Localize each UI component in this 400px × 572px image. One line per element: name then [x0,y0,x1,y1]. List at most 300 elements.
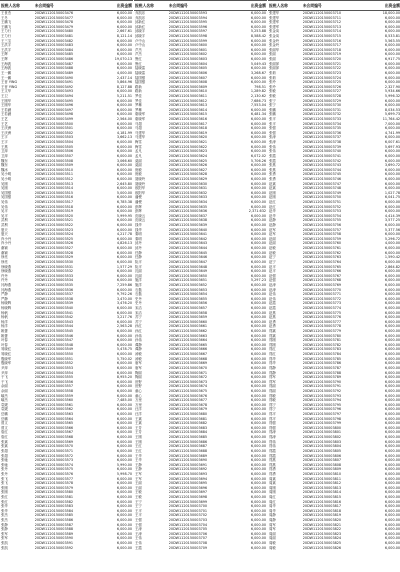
cell-name: 万里 [135,398,142,403]
cell-name: 赵霞 [269,301,276,306]
cell-name: 王力行 [1,29,12,34]
cell-contract-no: 20DW1120150003739 [302,144,342,149]
cell-amount: 6,000.00 [384,209,400,214]
cell-name: 严静 [1,296,8,301]
cell-name: 郑强 [269,421,276,426]
cell-name: 陶丽 [135,375,142,380]
cell-amount: 6,000.00 [116,365,133,370]
cell-amount: 6,000.00 [116,236,133,241]
cell-name: 赵宁 [269,255,276,260]
cell-amount: 6,000.00 [116,388,133,393]
cell-name: 罗琳 [135,107,142,112]
cell-amount: 6,000.00 [384,310,400,315]
cell-contract-no: 20DW1120150003611 [168,93,208,98]
cell-contract-no: 20DW1120150003781 [302,338,342,343]
cell-name: 赵霞 [269,306,276,310]
cell-name: 杨帆 [1,315,8,320]
cell-name: 赵涛 [269,282,276,287]
cell-contract-no: 20DW1120150003575 [34,467,74,472]
cell-amount: 6,000.00 [116,163,133,168]
cell-amount: 6,000.00 [116,172,133,177]
cell-amount: 6,000.00 [384,393,400,398]
cell-contract-no: 20DW1120150003721 [302,61,342,66]
cell-amount: 6,000.00 [384,223,400,228]
cell-name: 赵敏 [269,250,276,255]
cell-name: 赵平 [269,264,276,269]
cell-contract-no: 20DW1120150003560 [34,398,74,403]
table-header [268,0,400,11]
cell-amount: 6,000.00 [116,209,133,214]
cell-contract-no: 20DW1120150003822 [302,527,342,532]
cell-contract-no: 20DW1120150003679 [168,407,208,412]
cell-amount: 6,000.00 [384,24,400,29]
cell-name: 吴刚 [1,181,8,186]
cell-name: 周丽 [269,531,276,536]
cell-name: 王海波 [1,66,12,71]
cell-amount: 6,000.00 [116,204,133,209]
cell-name: 张强 [269,126,276,131]
cell-contract-no: 20DW1120150003571 [34,448,74,453]
cell-contract-no: 20DW1120150003613 [168,103,208,108]
cell-contract-no: 20DW1120150003695 [168,481,208,486]
cell-amount: 6,000.00 [250,425,267,430]
cell-amount: 5,000.00 [116,190,133,195]
cell-name: 王冬 [1,15,8,20]
cell-amount: 6,000.00 [250,66,267,71]
cell-amount: 6,000.00 [384,199,400,204]
cell-amount: 6,000.00 [384,384,400,389]
cell-name: 郑丽 [269,388,276,393]
cell-amount: 3,476.20 [116,301,133,306]
cell-name: 张军 [1,536,8,541]
cell-contract-no: 20DW1120150003563 [34,412,74,417]
cell-amount: 6,000.00 [250,296,267,301]
cell-name: 魏东 [1,163,8,168]
cell-name: 张鹏 [269,107,276,112]
cell-amount: 6,000.00 [116,66,133,71]
cell-amount: 6,000.00 [116,287,133,292]
cell-amount: 4,000.00 [116,70,133,75]
cell-name: 余丽 [1,388,8,393]
cell-name: 吴伟 [1,204,8,209]
cell-contract-no: 20DW1120150003566 [34,425,74,430]
cell-name: 王军 [135,471,142,476]
cell-contract-no: 20DW1120150003591 [34,541,74,546]
cell-amount: 6,000.00 [116,504,133,509]
cell-amount: 2,563.28 [116,324,133,329]
cell-amount: 6,000.00 [250,213,267,218]
cell-name: 谭静 [135,347,142,352]
cell-name: 赵涛 [269,287,276,292]
cell-contract-no: 20DW1120150003640 [168,227,208,232]
cell-name: 詹红 [1,435,8,440]
cell-name: 郑红 [269,347,276,352]
cell-name: 彭辉 [135,209,142,214]
cell-amount: 6,000.00 [116,393,133,398]
cell-contract-no: 20DW1120150003688 [168,448,208,453]
cell-name: 唐军 [135,361,142,366]
cell-amount: 6,000.00 [384,329,400,334]
cell-name: 赵平 [269,269,276,274]
cell-amount: 3,690.72 [384,163,400,168]
cell-name: 罗佳 [135,93,142,98]
cell-name: 魏东 [1,158,8,163]
cell-name: 郑伟 [269,439,276,444]
cell-contract-no: 20DW1120150003807 [302,458,342,463]
cell-name: 王敏 [135,494,142,499]
cell-contract-no: 20DW1120150003694 [168,476,208,481]
cell-name: 王鹏飞 [1,24,12,29]
cell-amount: 6,000.00 [250,439,267,444]
cell-name: 王芳 [135,425,142,430]
cell-name: 王平 [135,513,142,518]
cell-name: 郑敏 [269,398,276,403]
cell-contract-no: 20DW1120150003521 [34,218,74,223]
cell-contract-no: 20DW1120150003661 [168,324,208,329]
cell-name: 王卫 [1,93,8,98]
cell-name: 孙红 [135,324,142,329]
cell-amount: 6,000.00 [384,522,400,527]
cell-amount: 6,000.00 [250,384,267,389]
cell-amount: 6,000.00 [384,246,400,251]
cell-name: 郑涛 [269,430,276,435]
cell-name: 周华 [269,508,276,513]
cell-amount: 6,000.00 [116,218,133,223]
cell-contract-no: 20DW1120150003823 [302,531,342,536]
cell-contract-no: 20DW1120150003792 [302,388,342,393]
cell-amount: 6,000.00 [250,356,267,361]
cell-contract-no: 20DW1120150003673 [168,379,208,384]
cell-amount: 6,000.00 [116,476,133,481]
cell-contract-no: 20DW1120150003610 [168,89,208,94]
cell-contract-no: 20DW1120150003633 [168,195,208,200]
cell-contract-no: 20DW1120150003748 [302,186,342,191]
cell-amount: 6,000.00 [384,379,400,384]
cell-amount: 6,000.00 [250,453,267,458]
cell-contract-no: 20DW1120150003713 [302,24,342,29]
cell-contract-no: 20DW1120150003710 [302,11,342,15]
cell-name: 鲁红 [135,57,142,62]
cell-name: 沈丽 [135,273,142,278]
cell-contract-no: 20DW1120150003623 [168,149,208,154]
cell-amount: 6,000.00 [250,167,267,172]
cell-amount: 8,955.20 [116,375,133,380]
cell-amount: 6,000.00 [384,338,400,343]
cell-contract-no: 20DW1120150003805 [302,448,342,453]
cell-contract-no: 20DW1120150003756 [302,223,342,228]
cell-contract-no: 20DW1120150003708 [168,541,208,546]
cell-contract-no: 20DW1120150003819 [302,513,342,518]
cell-name: 喻杰 [1,398,8,403]
cell-name: 赵刚 [269,195,276,200]
cell-amount: 7,686.73 [250,98,267,103]
cell-contract-no: 20DW1120150003517 [34,199,74,204]
cell-name: 王洪宇 [1,47,12,52]
cell-amount: 6,000.00 [250,319,267,324]
cell-amount: 6,000.00 [384,103,400,108]
cell-contract-no: 20DW1120150003636 [168,209,208,214]
cell-contract-no: 20DW1120150003604 [168,61,208,66]
header-name: 报税人名称 [1,3,20,8]
cell-amount: 6,000.00 [250,412,267,417]
cell-name: 王刚华 [1,98,12,103]
cell-contract-no: 20DW1120150003631 [168,186,208,191]
cell-name: 潘俊 [135,195,142,200]
cell-contract-no: 20DW1120150003523 [34,227,74,232]
cell-name: 王一鹏 [1,70,12,75]
cell-name: 张宁 [269,98,276,103]
cell-contract-no: 20DW1120150003642 [168,236,208,241]
cell-amount: 6,000.00 [384,416,400,421]
table-panel-1 [0,0,133,570]
cell-contract-no: 20DW1120150003681 [168,416,208,421]
cell-amount: 6,000.00 [384,541,400,546]
cell-name: 郑斌 [269,329,276,334]
cell-amount: 6,000.00 [116,186,133,191]
cell-name: 魏冰 [1,167,8,172]
cell-amount: 6,000.00 [250,485,267,490]
cell-contract-no: 20DW1120150003672 [168,375,208,380]
cell-amount: 6,000.00 [250,163,267,168]
cell-contract-no: 20DW1120150003586 [34,518,74,523]
cell-amount: 5,990.00 [116,462,133,467]
cell-contract-no: 20DW1120150003524 [34,232,74,237]
cell-amount: 6,000.00 [384,47,400,52]
cell-contract-no: 20DW1120150003751 [302,199,342,204]
cell-amount: 6,000.00 [250,527,267,532]
cell-name: 田野 [135,379,142,384]
cell-contract-no: 20DW1120150003737 [302,135,342,140]
cell-contract-no: 20DW1120150003558 [34,388,74,393]
cell-contract-no: 20DW1120150003498 [34,112,74,117]
cell-name: 马超 [135,121,142,126]
cell-contract-no: 20DW1120150003614 [168,107,208,112]
cell-contract-no: 20DW1120150003709 [168,545,208,550]
cell-name: 王静 [135,462,142,467]
cell-name: 任静 [135,255,142,260]
cell-amount: 6,000.00 [250,176,267,181]
cell-contract-no: 20DW1120150003768 [302,278,342,283]
cell-name: 周刚 [269,485,276,490]
cell-amount: 6,000.00 [116,412,133,417]
cell-amount: 6,000.00 [384,425,400,430]
cell-contract-no: 20DW1120150003817 [302,504,342,509]
cell-name: 易晓红 [1,352,12,357]
cell-contract-no: 20DW1120150003593 [168,11,208,15]
cell-name: 汤敏 [135,356,142,361]
cell-contract-no: 20DW1120150003497 [34,107,74,112]
cell-contract-no: 20DW1120150003561 [34,402,74,407]
cell-name: 郑军 [269,379,276,384]
cell-amount: 6,000.00 [384,186,400,191]
cell-amount: 6,000.00 [250,518,267,523]
cell-amount: 6,000.00 [116,402,133,407]
cell-amount: 6,000.00 [116,448,133,453]
cell-name: 赵红 [269,199,276,204]
cell-amount: 6,000.00 [116,444,133,449]
cell-contract-no: 20DW1120150003597 [168,29,208,34]
cell-amount: 4,000.00 [384,241,400,246]
cell-amount: 6,000.00 [116,490,133,495]
cell-name: 张驰 [1,458,8,463]
cell-contract-no: 20DW1120150003818 [302,508,342,513]
cell-amount: 6,000.00 [250,246,267,251]
cell-amount: 6,000.00 [116,24,133,29]
cell-amount: 5,211.51 [116,93,133,98]
cell-contract-no: 20DW1120150003796 [302,407,342,412]
cell-amount: 7,553.04 [250,103,267,108]
cell-amount: 6,000.00 [250,199,267,204]
cell-amount: 6,000.00 [384,296,400,301]
cell-contract-no: 20DW1120150003804 [302,444,342,449]
cell-name: 王红 [135,448,142,453]
cell-amount: 6,000.00 [250,342,267,347]
cell-contract-no: 20DW1120150003676 [168,393,208,398]
cell-amount: 8,533.81 [384,34,400,39]
cell-contract-no: 20DW1120150003699 [168,499,208,504]
cell-contract-no: 20DW1120150003632 [168,190,208,195]
cell-amount: 6,000.00 [116,430,133,435]
cell-amount: 6,000.00 [384,527,400,532]
cell-name: 张静 [1,522,8,527]
cell-contract-no: 20DW1120150003538 [34,296,74,301]
cell-contract-no: 20DW1120150003816 [302,499,342,504]
cell-amount: 7,485.00 [116,398,133,403]
table-header [0,0,133,11]
cell-amount: 6,000.00 [250,435,267,440]
cell-name: 施洋 [135,278,142,283]
cell-name: 芦杰 [135,47,142,52]
cell-contract-no: 20DW1120150003532 [34,269,74,274]
cell-contract-no: 20DW1120150003612 [168,98,208,103]
cell-contract-no: 20DW1120150003725 [302,80,342,85]
cell-name: 詹红 [1,430,8,435]
cell-name: 吴小明 [1,176,12,181]
cell-contract-no: 20DW1120150003547 [34,338,74,343]
cell-contract-no: 20DW1120150003826 [302,545,342,550]
cell-name: 张玲 [269,84,276,89]
cell-amount: 6,000.00 [250,130,267,135]
cell-name: 郑华 [269,356,276,361]
cell-amount: 6,000.00 [250,508,267,513]
cell-contract-no: 20DW1120150003549 [34,347,74,352]
cell-name: 赵静 [269,218,276,223]
cell-amount: 6,000.00 [116,167,133,172]
cell-name: 王涛 [135,531,142,536]
cell-contract-no: 20DW1120150003714 [302,29,342,34]
cell-amount: 6,000.00 [384,462,400,467]
cell-contract-no: 20DW1120150003606 [168,70,208,75]
cell-name: 王鹏飞 [1,20,12,25]
cell-contract-no: 20DW1120150003755 [302,218,342,223]
cell-amount: 4,826.13 [116,241,133,246]
cell-contract-no: 20DW1120150003656 [168,301,208,306]
cell-amount: 6,000.00 [250,476,267,481]
cell-name: 吴小明 [1,172,12,177]
cell-name: 张伟 [269,144,276,149]
cell-name: 张军 [1,531,8,536]
cell-contract-no: 20DW1120150003747 [302,181,342,186]
cell-amount: 6,000.00 [384,66,400,71]
cell-amount: 6,000.00 [250,522,267,527]
cell-amount: 6,000.00 [250,204,267,209]
cell-amount: 6,000.00 [250,430,267,435]
cell-amount: 6,000.00 [250,255,267,260]
cell-name: 倪敏 [135,167,142,172]
cell-contract-no: 20DW1120150003766 [302,269,342,274]
cell-amount: 6,000.00 [250,333,267,338]
cell-contract-no: 20DW1120150003797 [302,412,342,417]
cell-amount: 6,000.00 [250,490,267,495]
cell-contract-no: 20DW1120150003701 [168,508,208,513]
cell-name: 赵刚 [269,190,276,195]
cell-amount: 6,000.00 [384,531,400,536]
cell-name: 卢中山 [135,43,146,48]
cell-amount: 6,000.00 [116,227,133,232]
cell-amount: 6,000.00 [384,315,400,320]
cell-name: 尹萍 [1,365,8,370]
cell-contract-no: 20DW1120150003574 [34,462,74,467]
cell-name: 孟凡 [135,149,142,154]
cell-amount: 6,000.00 [384,458,400,463]
cell-amount: 6,000.00 [250,181,267,186]
cell-amount: 6,000.00 [384,513,400,518]
cell-amount: 6,000.00 [384,98,400,103]
cell-name: 许丹 [1,278,8,283]
cell-name: 周斌 [269,481,276,486]
cell-name: 唐军 [135,365,142,370]
cell-contract-no: 20DW1120150003543 [34,319,74,324]
cell-contract-no: 20DW1120150003674 [168,384,208,389]
cell-contract-no: 20DW1120150003696 [168,485,208,490]
cell-amount: 6,000.00 [384,29,400,34]
cell-contract-no: 20DW1120150003576 [34,471,74,476]
cell-amount: 6,000.00 [384,485,400,490]
cell-name: 石磊 [135,292,142,297]
cell-amount: 6,000.00 [250,269,267,274]
cell-amount: 6,000.00 [250,379,267,384]
cell-contract-no: 20DW1120150003687 [168,444,208,449]
cell-amount: 6,000.00 [116,38,133,43]
cell-name: 郑宁 [269,402,276,407]
cell-amount: 6,000.00 [116,518,133,523]
cell-name: 王刚 [135,439,142,444]
cell-amount: 6,000.00 [116,421,133,426]
cell-name: 沈丽 [135,269,142,274]
cell-amount: 6,000.00 [384,158,400,163]
cell-name: 吴国强 [1,195,12,200]
cell-amount: 798.51 [254,84,267,89]
cell-contract-no: 20DW1120150003542 [34,315,74,320]
cell-name: 王刚 [135,435,142,440]
cell-contract-no: 20DW1120150003535 [34,282,74,287]
cell-name: 邱丹 [135,246,142,251]
cell-amount: 6,000.00 [384,333,400,338]
cell-contract-no: 20DW1120150003682 [168,421,208,426]
cell-contract-no: 20DW1120150003644 [168,246,208,251]
cell-amount: 6,000.00 [250,416,267,421]
cell-amount: 6,000.00 [250,75,267,80]
cell-name: 杨洋 [1,324,8,329]
cell-contract-no: 20DW1120150003526 [34,241,74,246]
cell-contract-no: 20DW1120150003754 [302,213,342,218]
cell-contract-no: 20DW1120150003520 [34,213,74,218]
table-body [134,11,267,572]
cell-contract-no: 20DW1120150003716 [302,38,342,43]
cell-amount: 6,000.00 [116,527,133,532]
cell-amount: 6,000.00 [250,15,267,20]
cell-contract-no: 20DW1120150003600 [168,43,208,48]
